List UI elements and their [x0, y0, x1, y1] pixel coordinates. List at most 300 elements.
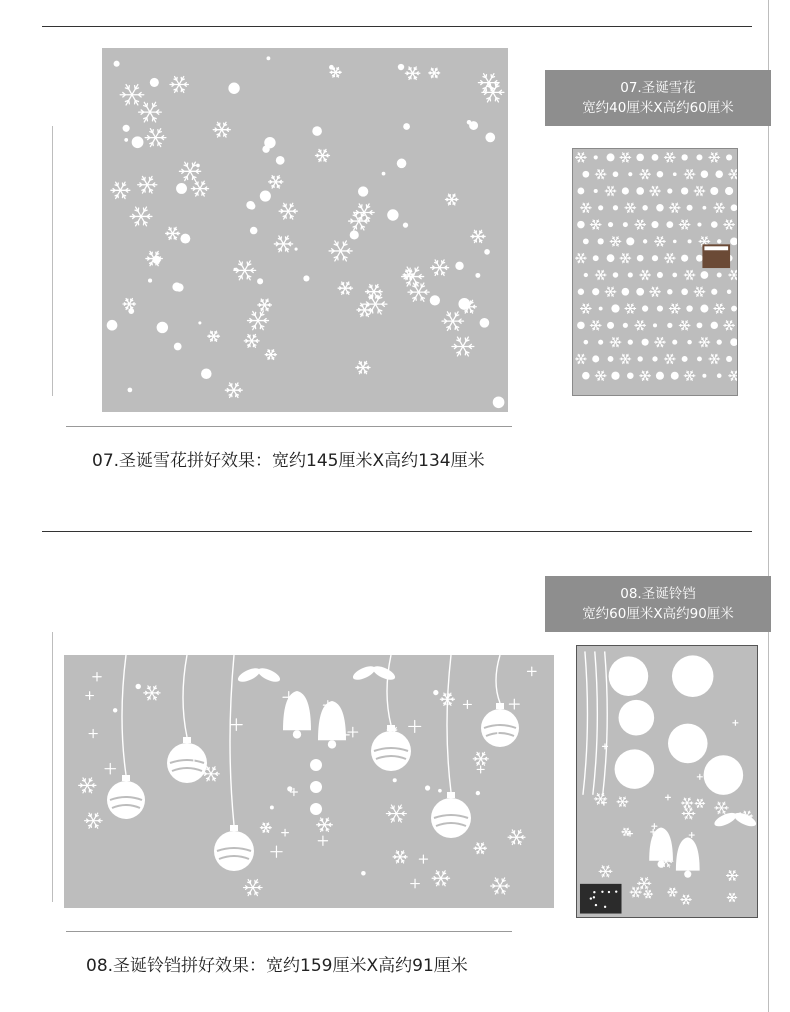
snow-dot: [613, 171, 619, 177]
snowflake-icon: [595, 169, 606, 178]
snowflake-icon: [595, 270, 606, 279]
snow-dot: [697, 222, 701, 226]
snow-dot: [123, 125, 130, 132]
snowflake-decal-art: [102, 48, 508, 412]
snow-dot: [578, 289, 584, 295]
sparkle-icon: [665, 795, 670, 800]
sparkle-icon: [509, 699, 519, 709]
snowflake-icon: [442, 312, 463, 331]
sparkle-icon: [89, 729, 97, 737]
snowflake-icon: [260, 823, 271, 832]
snowflake-icon: [668, 888, 678, 896]
section-07-top-rule: [42, 26, 752, 27]
snowflake-icon: [681, 895, 692, 904]
snow-dot: [717, 272, 722, 277]
snowflake-icon: [714, 304, 725, 313]
snow-dot: [628, 340, 633, 345]
snow-dot: [157, 322, 168, 333]
sparkle-icon: [282, 829, 289, 836]
snowflake-label-name: 07.圣诞雪花: [620, 80, 696, 96]
sparkle-icon: [689, 833, 694, 838]
snow-dot: [673, 172, 677, 176]
snow-dot: [696, 255, 703, 262]
sparkle-icon: [527, 667, 536, 676]
snow-dot: [671, 372, 679, 380]
snow-dot: [601, 891, 603, 893]
sparkle-icon: [271, 846, 282, 857]
snow-dot: [262, 145, 269, 152]
snowflake-icon: [491, 878, 510, 894]
snowflake-icon: [402, 267, 424, 286]
bells-caption: 08.圣诞铃铛拼好效果：宽约159厘米X高约91厘米: [86, 956, 468, 976]
snow-dot: [270, 805, 274, 809]
snowflake-icon: [471, 230, 485, 242]
snowflake-icon: [729, 371, 737, 380]
snowflake-icon: [640, 371, 651, 380]
snowflake-icon: [655, 337, 666, 346]
snowflake-icon: [637, 878, 650, 890]
snowflake-icon: [120, 85, 144, 105]
snowflake-icon: [431, 260, 449, 276]
snowflake-icon: [681, 798, 692, 808]
snow-dot: [613, 272, 619, 278]
snow-dot: [696, 154, 702, 160]
snow-dot: [593, 255, 599, 261]
snow-dot: [608, 356, 614, 362]
snow-dot: [136, 684, 141, 689]
snow-dot: [667, 289, 672, 294]
snowflake-icon: [684, 169, 695, 178]
snow-dot: [607, 153, 615, 161]
snowflake-icon: [664, 153, 675, 162]
snow-dot: [681, 154, 687, 160]
snowflake-icon: [682, 808, 695, 819]
snowflake-icon: [669, 304, 680, 313]
snowflake-icon: [630, 887, 641, 897]
snow-dot: [628, 172, 632, 176]
snowflake-icon: [726, 871, 738, 881]
snow-dot: [584, 273, 588, 277]
ornament-ball-icon: [609, 656, 649, 696]
snowflake-icon: [664, 354, 675, 363]
snowflake-icon: [405, 67, 419, 79]
snowflake-icon: [244, 334, 259, 347]
snowflake-icon: [622, 828, 631, 835]
snow-dot: [350, 230, 359, 239]
snow-dot: [715, 170, 723, 178]
snow-dot: [700, 305, 708, 313]
section-07-caption-rule: [66, 426, 512, 427]
snow-dot: [711, 221, 718, 228]
snowflake-icon: [279, 203, 297, 219]
snow-dot: [726, 356, 732, 362]
snowflake-icon: [269, 176, 283, 188]
snowflake-icon: [709, 153, 720, 162]
snow-dot: [667, 323, 672, 328]
snowflake-icon: [191, 181, 208, 196]
sparkle-icon: [411, 879, 420, 888]
ornament-ball-icon: [619, 700, 655, 736]
snow-dot: [626, 237, 634, 245]
snow-dot: [687, 205, 693, 211]
ornament-ball-icon: [214, 655, 254, 871]
snowflake-icon: [123, 299, 135, 310]
snow-dot: [475, 273, 480, 278]
snow-dot: [731, 306, 737, 312]
snowflake-icon: [595, 371, 606, 380]
snow-dot: [657, 272, 663, 278]
snow-dot: [249, 203, 256, 210]
snow-dot: [717, 239, 721, 243]
sparkle-icon: [697, 774, 702, 779]
snowflake-icon: [650, 186, 661, 195]
snow-dot: [593, 891, 595, 893]
snow-dot: [697, 356, 702, 361]
snowflake-icon: [473, 752, 488, 765]
snow-dot: [312, 126, 322, 136]
snow-dot: [228, 83, 239, 94]
snow-dot: [607, 322, 614, 329]
snow-dot: [642, 305, 648, 311]
snowflake-icon: [605, 186, 616, 195]
snowflake-icon: [650, 287, 661, 296]
snow-dot: [577, 221, 585, 229]
snow-dot: [287, 786, 292, 791]
snow-dot: [652, 356, 657, 361]
snowflake-icon: [329, 241, 352, 261]
snow-dot: [673, 240, 677, 244]
snow-dot: [607, 254, 615, 262]
bells-decal-art: [64, 655, 554, 908]
snowflake-icon: [684, 371, 695, 380]
snow-dot: [358, 186, 368, 196]
snow-dot: [637, 255, 644, 262]
snowflake-icon: [130, 207, 152, 226]
bells-sticker-sheet: [576, 645, 758, 918]
snowflake-icon: [635, 321, 646, 330]
snowflake-icon: [664, 253, 675, 262]
ribbon-string: [583, 651, 588, 794]
snow-dot: [628, 272, 633, 277]
snowflake-icon: [386, 805, 406, 822]
snowflake-icon: [315, 149, 329, 161]
snow-dot: [599, 307, 603, 311]
snow-dot: [642, 339, 649, 346]
snow-dot: [582, 171, 589, 178]
sheet-tag-strip: [704, 246, 728, 250]
snowflake-icon: [452, 337, 474, 356]
snowflake-icon: [432, 871, 449, 886]
snow-dot: [711, 289, 717, 295]
snow-dot: [697, 322, 703, 328]
snow-dot: [627, 372, 634, 379]
ornament-ball-icon: [431, 655, 471, 838]
snow-dot: [592, 355, 599, 362]
snowflake-sheet-art: [573, 149, 737, 395]
holly-leaf-icon: [236, 665, 282, 684]
snow-dot: [651, 221, 658, 228]
snow-dot: [686, 305, 692, 311]
snow-dot: [361, 871, 366, 876]
snow-dot: [469, 121, 478, 130]
snow-dot: [710, 187, 718, 195]
snow-dot: [637, 356, 642, 361]
snowflake-icon: [724, 321, 735, 330]
section-08-caption-rule: [66, 931, 512, 932]
snow-dot: [622, 288, 630, 296]
ornament-ball-icon: [107, 655, 145, 819]
snow-dot: [150, 78, 159, 87]
sparkle-icon: [463, 701, 471, 709]
ornament-ball-icon: [668, 724, 708, 764]
snowflake-icon: [258, 299, 272, 311]
bell-icon: [676, 837, 700, 877]
snow-dot: [128, 388, 133, 393]
snow-dot: [128, 308, 134, 314]
sparkle-icon: [733, 720, 738, 725]
snow-dot: [582, 372, 590, 380]
snow-dot: [667, 188, 672, 193]
snow-dot: [672, 340, 677, 345]
snow-dot: [598, 340, 603, 345]
snowflake-icon: [729, 169, 737, 178]
snow-dot: [152, 256, 160, 264]
bells-product-label: [545, 576, 771, 632]
snow-dot: [687, 340, 692, 345]
snow-dot: [295, 248, 298, 251]
snow-dot: [310, 759, 322, 771]
snow-dot: [493, 396, 505, 408]
snow-dot: [267, 56, 271, 60]
snowflake-icon: [356, 361, 370, 373]
snow-dot: [433, 690, 438, 695]
sheet-product-tag: [580, 884, 622, 914]
snow-dot: [476, 791, 480, 795]
snowflake-icon: [640, 270, 651, 279]
snow-dot: [592, 288, 599, 295]
snow-dot: [276, 156, 285, 165]
sparkle-icon: [652, 824, 657, 829]
snow-dot: [730, 237, 737, 245]
snow-dot: [727, 290, 731, 294]
snow-dot: [595, 904, 597, 906]
snow-dot: [623, 222, 628, 227]
snowflake-icon: [605, 287, 616, 296]
snow-dot: [615, 890, 617, 892]
snow-dot: [593, 896, 595, 898]
bells-label-size: 宽约60厘米X高约90厘米: [582, 606, 734, 622]
snow-dot: [688, 239, 692, 243]
snowflake-icon: [317, 818, 333, 832]
snowflake-icon: [265, 350, 276, 360]
snow-dot: [608, 222, 613, 227]
snowflake-icon: [709, 354, 720, 363]
sparkle-icon: [86, 692, 94, 700]
snow-dot: [598, 238, 604, 244]
ornament-ball-icon: [704, 755, 744, 795]
snowflake-icon: [699, 337, 710, 346]
snowflake-icon: [508, 830, 525, 845]
snow-dot: [594, 155, 598, 159]
sparkle-icon: [231, 719, 243, 731]
snow-dot: [652, 255, 658, 261]
snow-dot: [701, 170, 709, 178]
snow-dot: [623, 323, 628, 328]
snowflake-icon: [445, 194, 457, 205]
snowflake-icon: [138, 176, 157, 193]
snowflake-product-label: [545, 70, 771, 126]
snow-dot: [636, 288, 644, 296]
snow-dot: [653, 323, 657, 327]
snow-dot: [329, 65, 334, 70]
snow-dot: [682, 356, 688, 362]
snow-dot: [666, 221, 673, 228]
snow-dot: [656, 204, 663, 211]
ribbon-string: [593, 651, 598, 794]
snowflake-icon: [617, 797, 628, 807]
snow-dot: [711, 322, 718, 329]
snowflake-icon: [575, 153, 586, 162]
snowflake-icon: [139, 102, 162, 122]
snow-dot: [577, 322, 585, 330]
snow-dot: [438, 789, 442, 793]
snow-dot: [113, 708, 117, 712]
snowflake-icon: [79, 778, 96, 793]
snowflake-icon: [474, 843, 486, 854]
snow-dot: [604, 906, 606, 908]
page-right-border: [768, 0, 769, 1012]
snowflake-icon: [145, 129, 166, 147]
snow-dot: [613, 205, 618, 210]
snow-dot: [397, 159, 407, 169]
snow-dot: [480, 318, 490, 328]
snowflake-icon: [338, 282, 352, 294]
snow-dot: [725, 187, 733, 195]
snowflake-icon: [724, 220, 735, 229]
snow-dot: [172, 282, 181, 291]
snow-dot: [730, 338, 737, 346]
snowflake-icon: [234, 261, 256, 280]
snow-dot: [702, 374, 706, 378]
snow-dot: [234, 268, 237, 271]
bells-label-name: 08.圣诞铃铛: [620, 586, 696, 602]
ornament-ball-icon: [672, 655, 714, 697]
snowflake-label-size: 宽约40厘米X高约60厘米: [582, 100, 734, 116]
ornament-ball-icon: [167, 655, 207, 783]
snow-dot: [590, 897, 592, 899]
sparkle-icon: [93, 673, 101, 681]
snow-dot: [642, 205, 647, 210]
snow-dot: [107, 320, 118, 331]
sparkle-icon: [409, 720, 421, 732]
snowflake-icon: [727, 893, 737, 901]
snowflake-icon: [620, 253, 631, 262]
snow-dot: [124, 138, 128, 142]
snowflake-icon: [715, 802, 729, 814]
snowflake-icon: [640, 169, 651, 178]
snowflake-icon: [695, 799, 705, 807]
snow-dot: [622, 187, 629, 194]
snow-dot: [196, 164, 200, 168]
snow-dot: [398, 64, 404, 70]
snow-dot: [656, 372, 664, 380]
snow-dot: [148, 279, 152, 283]
snowflake-icon: [580, 304, 591, 313]
bells-assembled-preview: [64, 655, 554, 908]
snowflake-icon: [599, 866, 612, 877]
snow-dot: [636, 154, 644, 162]
snowflake-icon: [170, 77, 188, 93]
snowflake-icon: [625, 203, 636, 212]
snow-dot: [594, 189, 598, 193]
snowflake-icon: [85, 813, 102, 828]
snowflake-icon: [429, 68, 440, 77]
snowflake-icon: [575, 253, 586, 262]
snowflake-icon: [714, 203, 725, 212]
snowflake-sticker-sheet: [572, 148, 738, 396]
section-08-left-marker: [52, 632, 53, 902]
holly-leaf-icon: [351, 663, 397, 682]
snow-dot: [260, 190, 271, 201]
snowflake-icon: [610, 237, 621, 246]
snowflake-icon: [580, 203, 591, 212]
snow-dot: [681, 288, 688, 295]
bells-sheet-art: [577, 646, 757, 917]
snowflake-icon: [166, 227, 180, 239]
snow-dot: [310, 803, 322, 815]
snowflake-icon: [679, 321, 690, 330]
snow-dot: [717, 340, 722, 345]
snowflake-icon: [644, 890, 653, 898]
snowflake-icon: [679, 220, 690, 229]
snowflake-icon: [244, 880, 263, 896]
ornament-ball-icon: [481, 655, 519, 747]
snow-dot: [643, 239, 647, 243]
snow-dot: [611, 372, 619, 380]
snowflake-icon: [694, 186, 705, 195]
snowflake-icon: [144, 686, 160, 700]
snow-dot: [403, 222, 408, 227]
snow-dot: [598, 205, 603, 210]
snow-dot: [608, 891, 610, 893]
snow-dot: [681, 187, 688, 194]
snow-dot: [303, 275, 309, 281]
snowflake-icon: [247, 311, 268, 329]
bell-icon: [283, 691, 311, 739]
snowflake-icon: [482, 83, 504, 102]
snowflake-icon: [213, 122, 230, 137]
snow-dot: [577, 188, 584, 195]
snow-dot: [726, 154, 732, 160]
sparkle-icon: [348, 727, 358, 737]
sparkle-icon: [318, 836, 327, 845]
section-08-top-rule: [42, 531, 752, 532]
snowflake-caption: 07.圣诞雪花拼好效果：宽约145厘米X高约134厘米: [92, 451, 485, 471]
snowflake-icon: [478, 74, 499, 92]
snowflake-icon: [111, 182, 130, 198]
section-07-left-marker: [52, 126, 53, 396]
ribbon-string: [603, 651, 608, 794]
snow-dot: [176, 183, 187, 194]
snowflake-icon: [625, 304, 636, 313]
snow-dot: [458, 298, 470, 310]
snowflake-icon: [655, 237, 666, 246]
snowflake-icon: [729, 270, 737, 279]
snow-dot: [425, 785, 430, 790]
snow-dot: [250, 227, 258, 235]
snow-dot: [717, 373, 722, 378]
snow-dot: [310, 781, 322, 793]
